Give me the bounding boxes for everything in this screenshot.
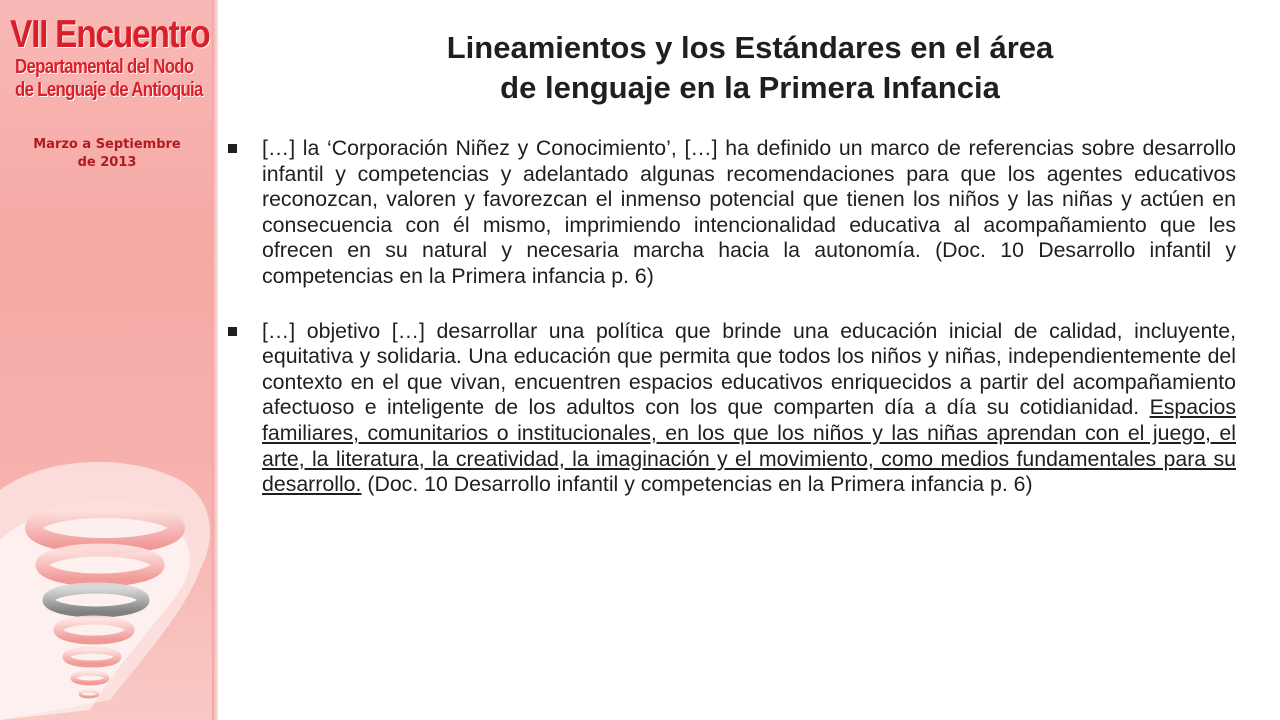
slide-title-line-2: de lenguaje en la Primera Infancia xyxy=(500,70,1000,105)
logo-line-3: de Lenguaje de Antioquia xyxy=(15,79,203,101)
event-logo xyxy=(10,14,208,102)
logo-line-2: Departamental del Nodo xyxy=(15,56,194,78)
swirl-decoration-icon xyxy=(0,420,216,720)
sidebar xyxy=(0,0,216,720)
slide-body xyxy=(228,136,1236,498)
bullet-text-2-underlined: Espacios familiares, comunitarios o institucionales, en los que los niños y las niñas aprendan con el juego, el arte, la literatura, la creatividad, la imaginación y el movimiento, como medios fundamentales para su desarrollo. xyxy=(262,395,1236,497)
square-bullet-icon xyxy=(228,144,237,153)
square-bullet-icon xyxy=(228,327,237,336)
bullet-paragraph-2 xyxy=(228,319,1236,498)
event-dates-line-2: de 2013 xyxy=(77,155,137,170)
logo-line-1: VII Encuentro xyxy=(10,13,210,56)
event-dates-line-1: Marzo a Septiembre xyxy=(33,137,181,152)
bullet-text-2-citation: (Doc. 10 Desarrollo infantil y competencias en la Primera infancia p. 6) xyxy=(361,472,1033,497)
sidebar-edge xyxy=(212,0,218,720)
bullet-text-2-intro: […] objetivo […] desarrollar una política que brinde una educación inicial de calidad, incluyente, equitativa y solidaria. Una educación que permita que todos los niños y niñas, independientemente del contexto en el que vivan, encuentren espacios educativos enriquecidos a partir del acompañamiento afectuoso e inteligente de los adultos con los que comparten día a día su cotidianidad. xyxy=(262,318,1236,420)
bullet-text-1: […] la ‘Corporación Niñez y Conocimiento’, […] ha definido un marco de referencias sobre desarrollo infantil y competencias y adelantado algunas recomendaciones para que los agentes educativos reconozcan, valoren y favorezcan el inmenso potencial que tienen los niños y las niñas y actúen en consecuencia con él mismo, imprimiendo intencionalidad educativa al acompañamiento que les ofrecen en su natural y necesaria marcha hacia la autonomía. (Doc. 10 Desarrollo infantil y competencias en la Primera infancia p. 6) xyxy=(262,136,1236,288)
slide-title-line-1: Lineamientos y los Estándares en el área xyxy=(446,30,1054,65)
event-dates xyxy=(0,136,214,172)
bullet-paragraph-1 xyxy=(228,136,1236,290)
slide-title xyxy=(300,28,1200,108)
